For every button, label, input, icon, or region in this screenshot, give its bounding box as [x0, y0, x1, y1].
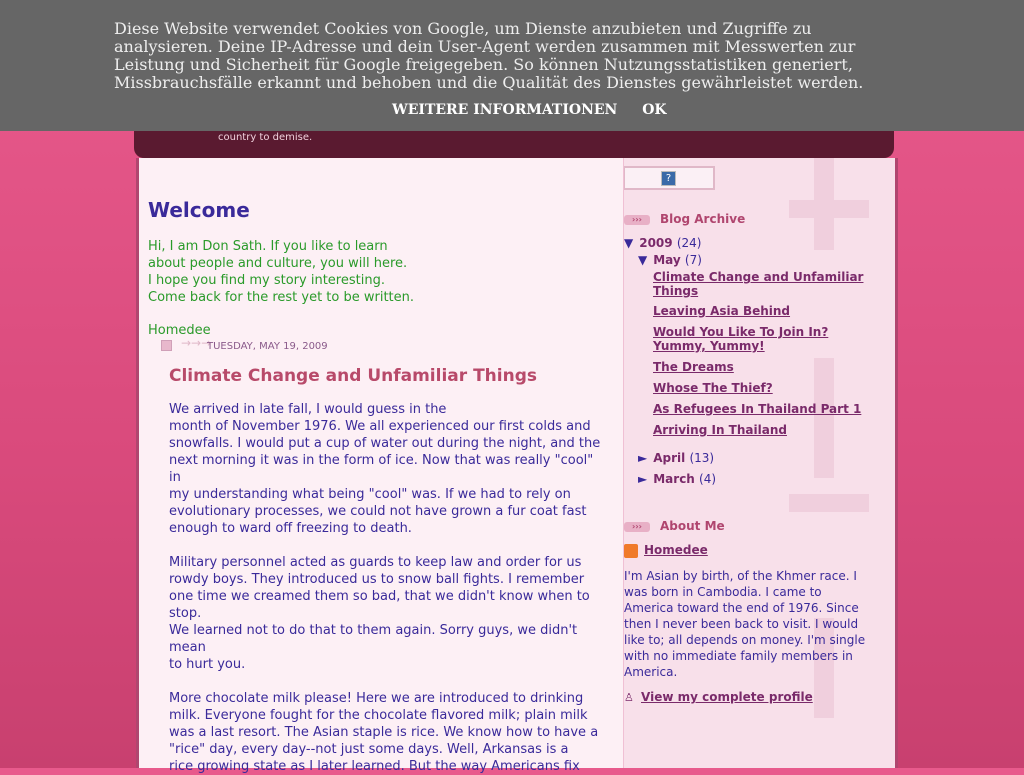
- month-label[interactable]: March: [653, 472, 695, 486]
- decorative-pattern: [814, 358, 834, 478]
- date-bullet-icon: [161, 340, 172, 351]
- archive-post-link[interactable]: Climate Change and Unfamiliar Things: [653, 270, 864, 298]
- about-heading: [624, 519, 725, 533]
- about-text: I'm Asian by birth, of the Khmer race. I was born in Cambodia. I came to America toward the end of 1976. Since then I never been back to visit. I would like to; all depends on money. I'm single with no immediate family members in America.: [624, 569, 866, 679]
- intro-text: Hi, I am Don Sath. If you like to learn about people and culture, you will here. I hope you find my story interesting. Come back for the rest yet to be written.: [148, 239, 415, 305]
- content-wrapper: [136, 158, 898, 774]
- year-label[interactable]: 2009: [639, 236, 673, 250]
- archive-title: Blog Archive: [660, 212, 746, 226]
- expand-toggle-icon[interactable]: ▼: [638, 253, 648, 267]
- archive-post-link[interactable]: Whose The Thief?: [653, 381, 773, 395]
- arrows-icon: ›››: [624, 215, 650, 225]
- decorative-pattern: [789, 200, 869, 218]
- archive-post-link[interactable]: As Refugees In Thailand Part 1: [653, 402, 862, 416]
- archive-heading: [624, 212, 745, 226]
- post-body: We arrived in late fall, I would guess in the month of November 1976. We all experienced our first colds and snowfalls. I would put a cup of water out during the night, and the next morning it was in the form of ice. Now that was really "cool" in my understanding what being "cool" was. If we had to rely on evolutionary processes, we could not have grown a fur coat fast enough to ward off freezing to death. Military personnel acted as guards to keep law and order for us rowdy boys. They introduced us to snow ball fights. I remember one time we creamed them so bad, that we didn't know when to stop. We learned not to do that to them again. Sorry guys, we didn't mean to hurt you. More chocolate milk please! Here we are introduced to drinking milk. Everyone fought for the chocolate flavored milk; plain milk was a last resort. The Asian staple is rice. We know how to have a "rice" day, every day--not just some days. Well, Arkansas is a rice growing state as I later learned. But the way Americans fix: [169, 402, 601, 774]
- archive-post-link[interactable]: Leaving Asia Behind: [653, 304, 791, 318]
- post-date: TUESDAY, MAY 19, 2009: [207, 341, 328, 352]
- expand-toggle-icon[interactable]: ►: [638, 472, 648, 486]
- about-name-link[interactable]: Homedee: [644, 543, 708, 557]
- archive-post-link[interactable]: Would You Like To Join In? Yummy, Yummy!: [653, 325, 829, 353]
- more-info-link[interactable]: WEITERE INFORMATIONEN: [392, 102, 618, 118]
- archive-month-may[interactable]: [638, 253, 702, 267]
- arrows-icon: →→→: [181, 336, 212, 350]
- archive-month-april[interactable]: [638, 451, 714, 465]
- month-count: (13): [689, 451, 715, 465]
- month-label[interactable]: May: [653, 253, 681, 267]
- archive-year-2009[interactable]: [624, 236, 701, 250]
- arrows-icon: ›››: [624, 522, 650, 532]
- blogger-icon: [624, 544, 638, 558]
- decorative-pattern: [789, 494, 869, 512]
- about-title: About Me: [660, 519, 725, 533]
- profile-image-box[interactable]: [624, 166, 715, 190]
- archive-post-link[interactable]: Arriving In Thailand: [653, 423, 787, 437]
- archive-post-link[interactable]: The Dreams: [653, 360, 734, 374]
- homedee-link[interactable]: Homedee: [148, 323, 211, 338]
- profile-person-icon: ♙: [624, 691, 634, 704]
- cookie-actions: [392, 102, 687, 118]
- expand-toggle-icon[interactable]: ▼: [624, 236, 634, 250]
- month-count: (4): [699, 472, 717, 486]
- main-column: [139, 158, 624, 774]
- archive-month-march[interactable]: [638, 472, 716, 486]
- header-description: country to demise.: [218, 132, 313, 143]
- view-profile-link[interactable]: View my complete profile: [641, 690, 813, 704]
- month-count: (7): [684, 253, 702, 267]
- ok-button[interactable]: OK: [642, 102, 667, 118]
- year-count: (24): [676, 236, 702, 250]
- cookie-text: Diese Website verwendet Cookies von Google, um Dienste anzubieten und Zugriffe zu analysieren. Deine IP-Adresse und dein User-Agent werden zusammen mit Messwerten zur Leistung und Sicherheit für Google freigegeben. So können Nutzungsstatistiken generiert, Missbrauchsfälle erkannt und behoben und die Qualität des Dienstes gewährleistet werden.: [114, 19, 864, 92]
- sidebar: [624, 158, 895, 768]
- expand-toggle-icon[interactable]: ►: [638, 451, 648, 465]
- month-label[interactable]: April: [653, 451, 686, 465]
- post-title[interactable]: Climate Change and Unfamiliar Things: [169, 366, 537, 386]
- cookie-banner: [0, 0, 1024, 131]
- welcome-title: Welcome: [148, 198, 250, 222]
- question-mark-icon: ?: [661, 171, 676, 186]
